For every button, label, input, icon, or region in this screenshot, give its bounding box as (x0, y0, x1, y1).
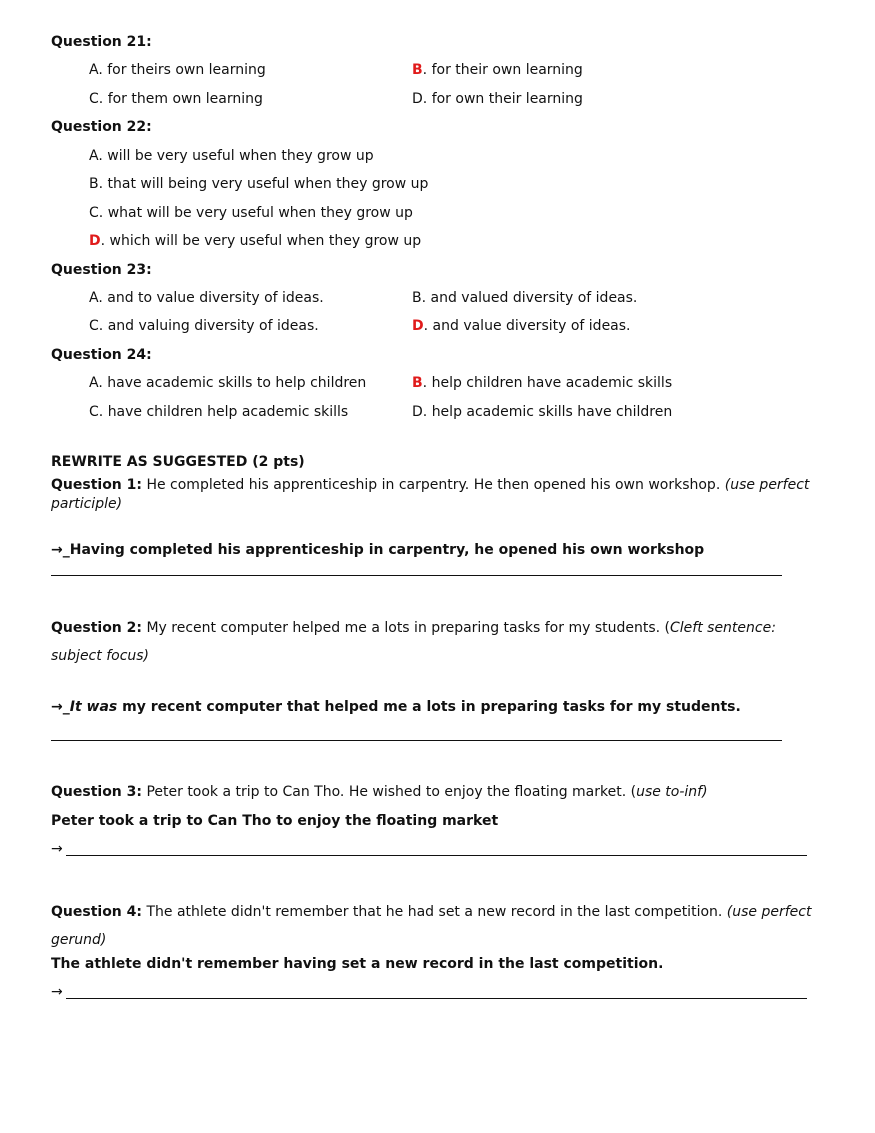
option-letter-correct: B (412, 375, 423, 391)
prompt-text: My recent computer helped me a lots in preparing tasks for my students. ( (142, 620, 670, 636)
q21-option-b[interactable]: B. for their own learning (412, 62, 583, 78)
q24-option-a[interactable]: A. have academic skills to help children (89, 375, 367, 391)
q23-option-d[interactable]: D. and value diversity of ideas. (412, 318, 631, 334)
prompt-text: Peter took a trip to Can Tho. He wished to enjoy the floating market. ( (142, 784, 637, 800)
option-letter: C (89, 205, 99, 221)
rewrite-q1-prompt (51, 476, 821, 514)
q21-option-c[interactable]: C. for them own learning (89, 91, 263, 107)
answer-italic: It was (69, 699, 118, 715)
prompt-hint: (use perfect gerund) (51, 904, 812, 948)
answer-rest: my recent computer that helped me a lots in preparing tasks for my students. (117, 699, 741, 715)
prompt-hint: use to-inf) (636, 784, 708, 800)
rewrite-q1-answer: →_Having completed his apprenticeship in carpentry, he opened his own workshop (51, 542, 705, 558)
rewrite-q4-answer: The athlete didn't remember having set a new record in the last competition. (51, 956, 664, 972)
q22-option-c[interactable]: C. what will be very useful when they grow up (89, 205, 413, 221)
option-text: for theirs own learning (107, 62, 266, 78)
option-letter: A (89, 148, 99, 164)
option-letter: A (89, 62, 99, 78)
arrow-icon: → (51, 841, 63, 857)
option-text: that will being very useful when they grow up (107, 176, 429, 192)
option-letter-correct: D (89, 233, 101, 249)
rewrite-q3-answer: Peter took a trip to Can Tho to enjoy the floating market (51, 813, 499, 829)
q24-option-c[interactable]: C. have children help academic skills (89, 404, 349, 420)
option-text: for them own learning (107, 91, 263, 107)
q24-option-b[interactable]: B. help children have academic skills (412, 375, 673, 391)
question-label: Question 2: (51, 620, 142, 636)
option-letter: A (89, 375, 99, 391)
question-23-label: Question 23: (51, 262, 152, 278)
option-letter: B (412, 290, 422, 306)
option-letter: C (89, 404, 99, 420)
answer-line (66, 855, 807, 856)
option-letter: D (412, 91, 423, 107)
q23-option-a[interactable]: A. and to value diversity of ideas. (89, 290, 324, 306)
option-letter: C (89, 91, 99, 107)
option-text: and value diversity of ideas. (432, 318, 631, 334)
question-21-label: Question 21: (51, 34, 152, 50)
q22-option-b[interactable]: B. that will being very useful when they grow up (89, 176, 429, 192)
prompt-hint: Cleft sentence: subject focus) (51, 620, 776, 664)
option-text: what will be very useful when they grow up (107, 205, 413, 221)
option-text: and valuing diversity of ideas. (107, 318, 319, 334)
q21-option-d[interactable]: D. for own their learning (412, 91, 583, 107)
option-letter-correct: D (412, 318, 424, 334)
option-text: have children help academic skills (107, 404, 349, 420)
option-text: which will be very useful when they grow up (109, 233, 422, 249)
option-text: help children have academic skills (431, 375, 673, 391)
option-letter: B (89, 176, 99, 192)
question-24-label: Question 24: (51, 347, 152, 363)
option-letter: D (412, 404, 423, 420)
question-label: Question 3: (51, 784, 142, 800)
q21-option-a[interactable]: A. for theirs own learning (89, 62, 266, 78)
prompt-text: He completed his apprenticeship in carpentry. He then opened his own workshop. (142, 477, 725, 493)
question-label: Question 1: (51, 477, 142, 493)
q22-option-a[interactable]: A. will be very useful when they grow up (89, 148, 374, 164)
answer-line (51, 740, 782, 741)
option-letter: A (89, 290, 99, 306)
option-text: and to value diversity of ideas. (107, 290, 324, 306)
option-text: for their own learning (431, 62, 583, 78)
q24-option-d[interactable]: D. help academic skills have children (412, 404, 673, 420)
answer-arrow: →_ (51, 699, 70, 715)
arrow-icon: → (51, 984, 63, 1000)
rewrite-q3-prompt (51, 784, 708, 800)
q22-option-d[interactable]: D. which will be very useful when they grow up (89, 233, 422, 249)
option-text: will be very useful when they grow up (107, 148, 374, 164)
option-letter: C (89, 318, 99, 334)
option-text: have academic skills to help children (107, 375, 367, 391)
question-22-label: Question 22: (51, 119, 152, 135)
answer-line (51, 575, 782, 576)
prompt-hint: (use perfect participle) (51, 477, 810, 512)
q23-option-c[interactable]: C. and valuing diversity of ideas. (89, 318, 319, 334)
rewrite-q4-prompt (51, 898, 821, 954)
rewrite-q2-answer (51, 699, 741, 715)
q23-option-b[interactable]: B. and valued diversity of ideas. (412, 290, 638, 306)
option-text: help academic skills have children (431, 404, 673, 420)
rewrite-q2-prompt (51, 614, 821, 670)
question-label: Question 4: (51, 904, 142, 920)
option-letter-correct: B (412, 62, 423, 78)
rewrite-heading: REWRITE AS SUGGESTED (2 pts) (51, 454, 305, 470)
option-text: for own their learning (431, 91, 583, 107)
answer-line (66, 998, 807, 999)
prompt-text: The athlete didn't remember that he had set a new record in the last competition. (142, 904, 727, 920)
option-text: and valued diversity of ideas. (430, 290, 638, 306)
